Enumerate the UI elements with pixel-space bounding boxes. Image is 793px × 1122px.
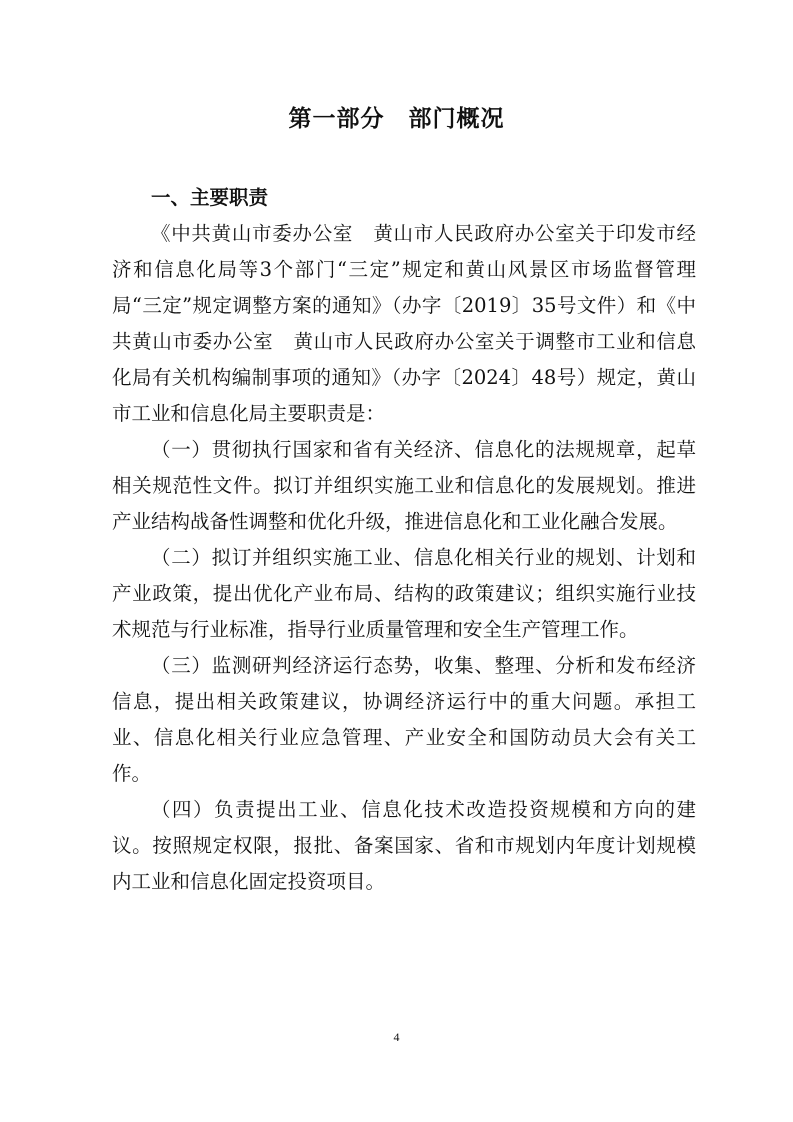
duty-paragraph-1: （一）贯彻执行国家和省有关经济、信息化的法规规章，起草相关规范性文件。拟订并组织实施工业和信息化的发展规划。推进产业结构战备性调整和优化升级，推进信息化和工业化融合发展。 bbox=[112, 438, 696, 533]
page-number: 4 bbox=[393, 1030, 400, 1044]
section-heading: 一、主要职责 bbox=[151, 186, 269, 209]
intro-paragraph: 《中共黄山市委办公室 黄山市人民政府办公室关于印发市经济和信息化局等3个部门“三定”规定和黄山风景区市场监督管理局“三定”规定调整方案的通知》（办字〔2019〕35号文件）和《中共黄山市委办公室 黄山市人民政府办公室关于调整市工业和信息化局有关机构编制事项的通知》（办字〔2024〕48号）规定，黄山市工业和信息化局主要职责是： bbox=[112, 222, 696, 425]
duty-paragraph-4: （四）负责提出工业、信息化技术改造投资规模和方向的建议。按照规定权限，报批、备案国家、省和市规划内年度计划规模内工业和信息化固定投资项目。 bbox=[112, 798, 696, 893]
duty-paragraph-2: （二）拟订并组织实施工业、信息化相关行业的规划、计划和产业政策，提出优化产业布局、结构的政策建议；组织实施行业技术规范与行业标准，指导行业质量管理和安全生产管理工作。 bbox=[112, 546, 696, 641]
page-title: 第一部分 部门概况 bbox=[288, 106, 505, 132]
duty-paragraph-3: （三）监测研判经济运行态势，收集、整理、分析和发布经济信息，提出相关政策建议，协调经济运行中的重大问题。承担工业、信息化相关行业应急管理、产业安全和国防动员大会有关工作。 bbox=[112, 654, 696, 785]
document-body bbox=[112, 180, 696, 900]
